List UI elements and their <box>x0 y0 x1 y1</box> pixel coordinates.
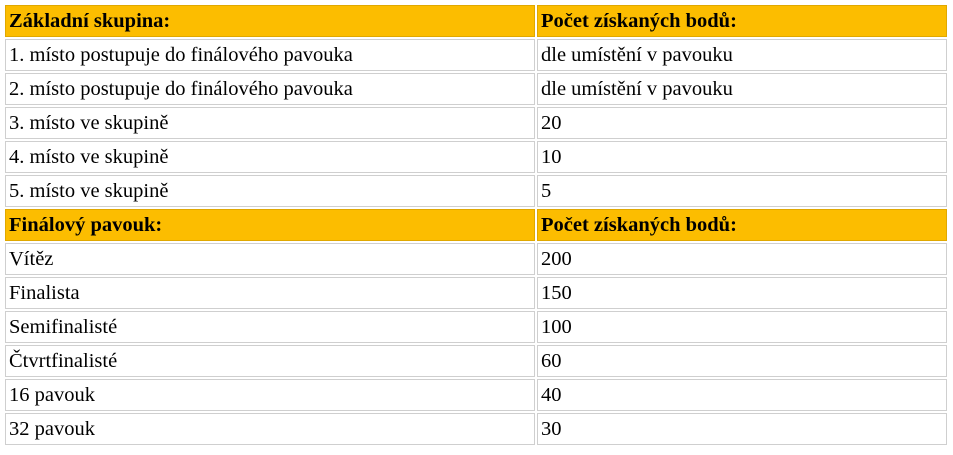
table-row <box>5 39 947 71</box>
final-bracket-header-row <box>5 209 947 241</box>
placement-cell: 2. místo postupuje do finálového pavouka <box>5 73 535 105</box>
table-row <box>5 243 947 275</box>
placement-cell: Semifinalisté <box>5 311 535 343</box>
table-row <box>5 345 947 377</box>
points-cell: dle umístění v pavouku <box>537 73 947 105</box>
placement-cell: 3. místo ve skupině <box>5 107 535 139</box>
points-table <box>3 3 949 447</box>
points-cell: 100 <box>537 311 947 343</box>
table-row <box>5 413 947 445</box>
points-cell: 60 <box>537 345 947 377</box>
points-cell: 10 <box>537 141 947 173</box>
points-cell: 20 <box>537 107 947 139</box>
table-row <box>5 311 947 343</box>
table-row <box>5 277 947 309</box>
placement-cell: 4. místo ve skupině <box>5 141 535 173</box>
table-row <box>5 141 947 173</box>
placement-cell: 5. místo ve skupině <box>5 175 535 207</box>
table-row <box>5 175 947 207</box>
table-row <box>5 379 947 411</box>
placement-cell: Finalista <box>5 277 535 309</box>
points-cell: 200 <box>537 243 947 275</box>
group-stage-header-row <box>5 5 947 37</box>
points-table-body <box>5 5 947 445</box>
points-cell: 30 <box>537 413 947 445</box>
placement-cell: Čtvrtfinalisté <box>5 345 535 377</box>
group-stage-header-label: Základní skupina: <box>5 5 535 37</box>
table-row <box>5 73 947 105</box>
placement-cell: 32 pavouk <box>5 413 535 445</box>
table-row <box>5 107 947 139</box>
final-bracket-points-header: Počet získaných bodů: <box>537 209 947 241</box>
points-cell: dle umístění v pavouku <box>537 39 947 71</box>
points-cell: 40 <box>537 379 947 411</box>
final-bracket-header-label: Finálový pavouk: <box>5 209 535 241</box>
placement-cell: Vítěz <box>5 243 535 275</box>
points-cell: 5 <box>537 175 947 207</box>
group-stage-points-header: Počet získaných bodů: <box>537 5 947 37</box>
points-cell: 150 <box>537 277 947 309</box>
placement-cell: 16 pavouk <box>5 379 535 411</box>
placement-cell: 1. místo postupuje do finálového pavouka <box>5 39 535 71</box>
